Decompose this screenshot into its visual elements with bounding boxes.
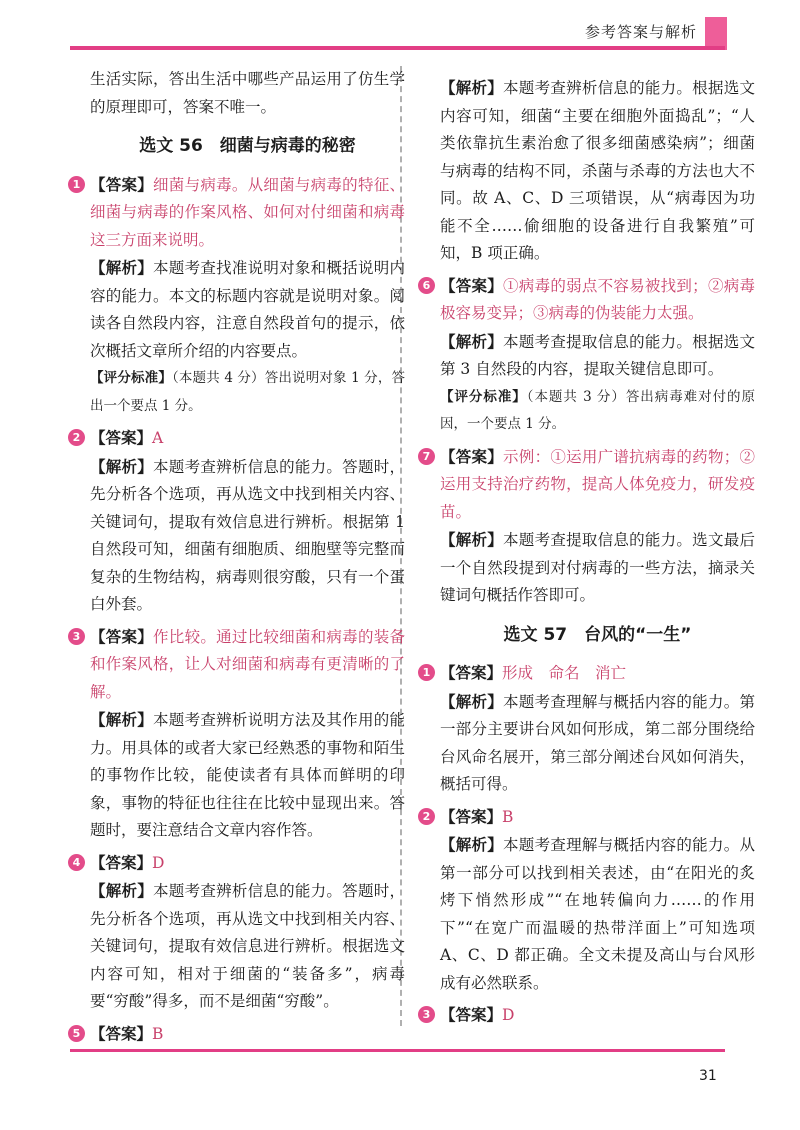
question-number-badge: 5 (68, 1025, 85, 1042)
answer-text: 细菌与病毒。从细菌与病毒的特征、细菌与病毒的作案风格、如何对付细菌和病毒这三方面来说明。 (90, 175, 405, 249)
question-3 (72, 623, 405, 845)
question-5 (72, 1020, 405, 1049)
question-number-badge: 3 (68, 628, 85, 645)
analysis-text: 本题考查辨析信息的能力。根据选文内容可知，细菌“主要在细胞外面捣乱”；“人类依靠抗生素治愈了很多细菌感染病”；细菌与病毒的结构不同，杀菌与杀毒的方法也大不同。故 A、C、D 三项错误，从“病毒因为功能不全……偷细胞的设备进行自我繁殖”可知，B 项正确。 (440, 79, 755, 262)
answer-text: A (152, 429, 164, 447)
section-title-57: 选文 57 台风的“一生” (503, 624, 692, 645)
left-column (72, 66, 406, 1048)
header-title: 参考答案与解析 (585, 23, 698, 41)
question-number-badge: 1 (418, 664, 435, 681)
question-number-badge: 3 (418, 1006, 435, 1023)
analysis-text: 本题考查理解与概括内容的能力。从第一部分可以找到相关表述，由“在阳光的炙烤下悄然形成”“在地转偏向力……的作用下”“在宽广而温暖的热带洋面上”可知选项 A、C、D 都正确。全文未提及高山与台风形成有必然联系。 (440, 836, 755, 992)
question-6 (422, 272, 756, 439)
answer-tag: 【答案】 (440, 663, 503, 682)
page-number: 31 (699, 1068, 717, 1084)
analysis-tag: 【解析】 (440, 835, 504, 854)
question-2 (72, 424, 405, 619)
s57-question-3 (422, 1001, 755, 1030)
analysis-text: 本题考查提取信息的能力。选文最后一个自然段提到对付病毒的一些方法，摘录关键词句概括作答即可。 (440, 531, 755, 604)
answer-tag: 【答案】 (90, 626, 154, 646)
question-7 (422, 443, 755, 610)
question-number-badge: 2 (418, 808, 435, 825)
analysis-tag: 【解析】 (440, 78, 504, 97)
analysis-tag: 【解析】 (440, 691, 504, 711)
answer-tag: 【答案】 (440, 446, 504, 466)
analysis-text: 本题考查辨析信息的能力。答题时，先分析各个选项，再从选文中找到相关内容、关键词句，提取有效信息进行辨析。根据第 1 自然段可知，细菌有细胞质、细胞壁等完整而复杂的生物结构，病毒则很穷酸，只有一个蛋白外套。 (90, 457, 405, 613)
question-number-badge: 7 (418, 448, 435, 465)
question-4 (72, 849, 405, 1016)
scoring-tag: 【评分标准】 (440, 388, 527, 405)
analysis-tag: 【解析】 (440, 331, 504, 351)
answer-tag: 【答案】 (440, 275, 504, 295)
scoring-tag: 【评分标准】 (90, 370, 172, 386)
answer-tag: 【答案】 (90, 174, 154, 194)
question-1 (72, 171, 406, 421)
intro-paragraph: 生活实际，答出生活中哪些产品运用了仿生学的原理即可，答案不唯一。 (90, 70, 405, 116)
answer-text: 作比较。通过比较细菌和病毒的装备和作案风格，让人对细菌和病毒有更清晰的了解。 (90, 627, 405, 701)
analysis-tag: 【解析】 (90, 456, 154, 476)
answer-text: 形成 命名 消亡 (502, 664, 627, 682)
answer-tag: 【答案】 (440, 806, 503, 826)
right-column (422, 74, 756, 1030)
analysis-text: 本题考查找准说明对象和概括说明内容的能力。本文的标题内容就是说明对象。阅读各自然段内容，注意自然段首句的提示，依次概括文章所介绍的内容要点。 (90, 259, 405, 360)
analysis-text: 本题考查理解与概括内容的能力。第一部分主要讲台风如何形成，第二部分围绕给台风命名展开，第三部分阐述台风如何消失，概括可得。 (440, 692, 755, 793)
answer-text: D (152, 853, 165, 872)
analysis-tag: 【解析】 (90, 258, 154, 277)
answer-text: D (502, 1006, 515, 1024)
analysis-tag: 【解析】 (90, 710, 154, 729)
question-number-badge: 2 (68, 429, 85, 446)
footer-rule (70, 1049, 725, 1052)
analysis-text: 本题考查辨析说明方法及其作用的能力。用具体的或者大家已经熟悉的事物和陌生的事物作比较，能使读者有具体而鲜明的印象，事物的特征也往往在比较中显现出来。答题时，要注意结合文章内容作答。 (90, 711, 405, 839)
answer-text: 示例：①运用广谱抗病毒的药物；②运用支持治疗药物，提高人体免疫力，研发疫苗。 (440, 447, 755, 521)
answer-tag: 【答案】 (90, 1023, 153, 1043)
question-number-badge: 6 (418, 277, 435, 294)
answer-text: B (152, 1024, 164, 1043)
analysis-text: 本题考查提取信息的能力。根据选文第 3 自然段的内容，提取关键信息即可。 (440, 332, 755, 378)
section-title-56: 选文 56 细菌与病毒的秘密 (139, 136, 356, 156)
question-number-badge: 4 (68, 854, 85, 871)
analysis-tag: 【解析】 (90, 881, 154, 900)
scoring-text: （本题共 3 分）答出病毒难对付的原因，一个要点 1 分。 (440, 388, 756, 432)
header-rule (70, 46, 725, 50)
scoring-text: （本题共 4 分）答出说明对象 1 分，答出一个要点 1 分。 (90, 370, 406, 414)
analysis-text: 本题考查辨析信息的能力。答题时，先分析各个选项，再从选文中找到相关内容、关键词句，提取有效信息进行辨析。根据选文内容可知，相对于细菌的“装备多”，病毒要“穷酸”得多，而不是细菌“穷酸”。 (90, 882, 405, 1010)
answer-text: B (502, 807, 514, 826)
question-number-badge: 1 (68, 176, 85, 193)
s57-question-2 (422, 803, 755, 998)
answer-tag: 【答案】 (90, 428, 153, 447)
analysis-tag: 【解析】 (440, 530, 504, 549)
answer-text: ①病毒的弱点不容易被找到；②病毒极容易变异；③病毒的伪装能力太强。 (440, 276, 755, 322)
answer-tag: 【答案】 (90, 852, 153, 872)
answer-tag: 【答案】 (440, 1005, 503, 1024)
s57-question-1 (422, 659, 755, 799)
